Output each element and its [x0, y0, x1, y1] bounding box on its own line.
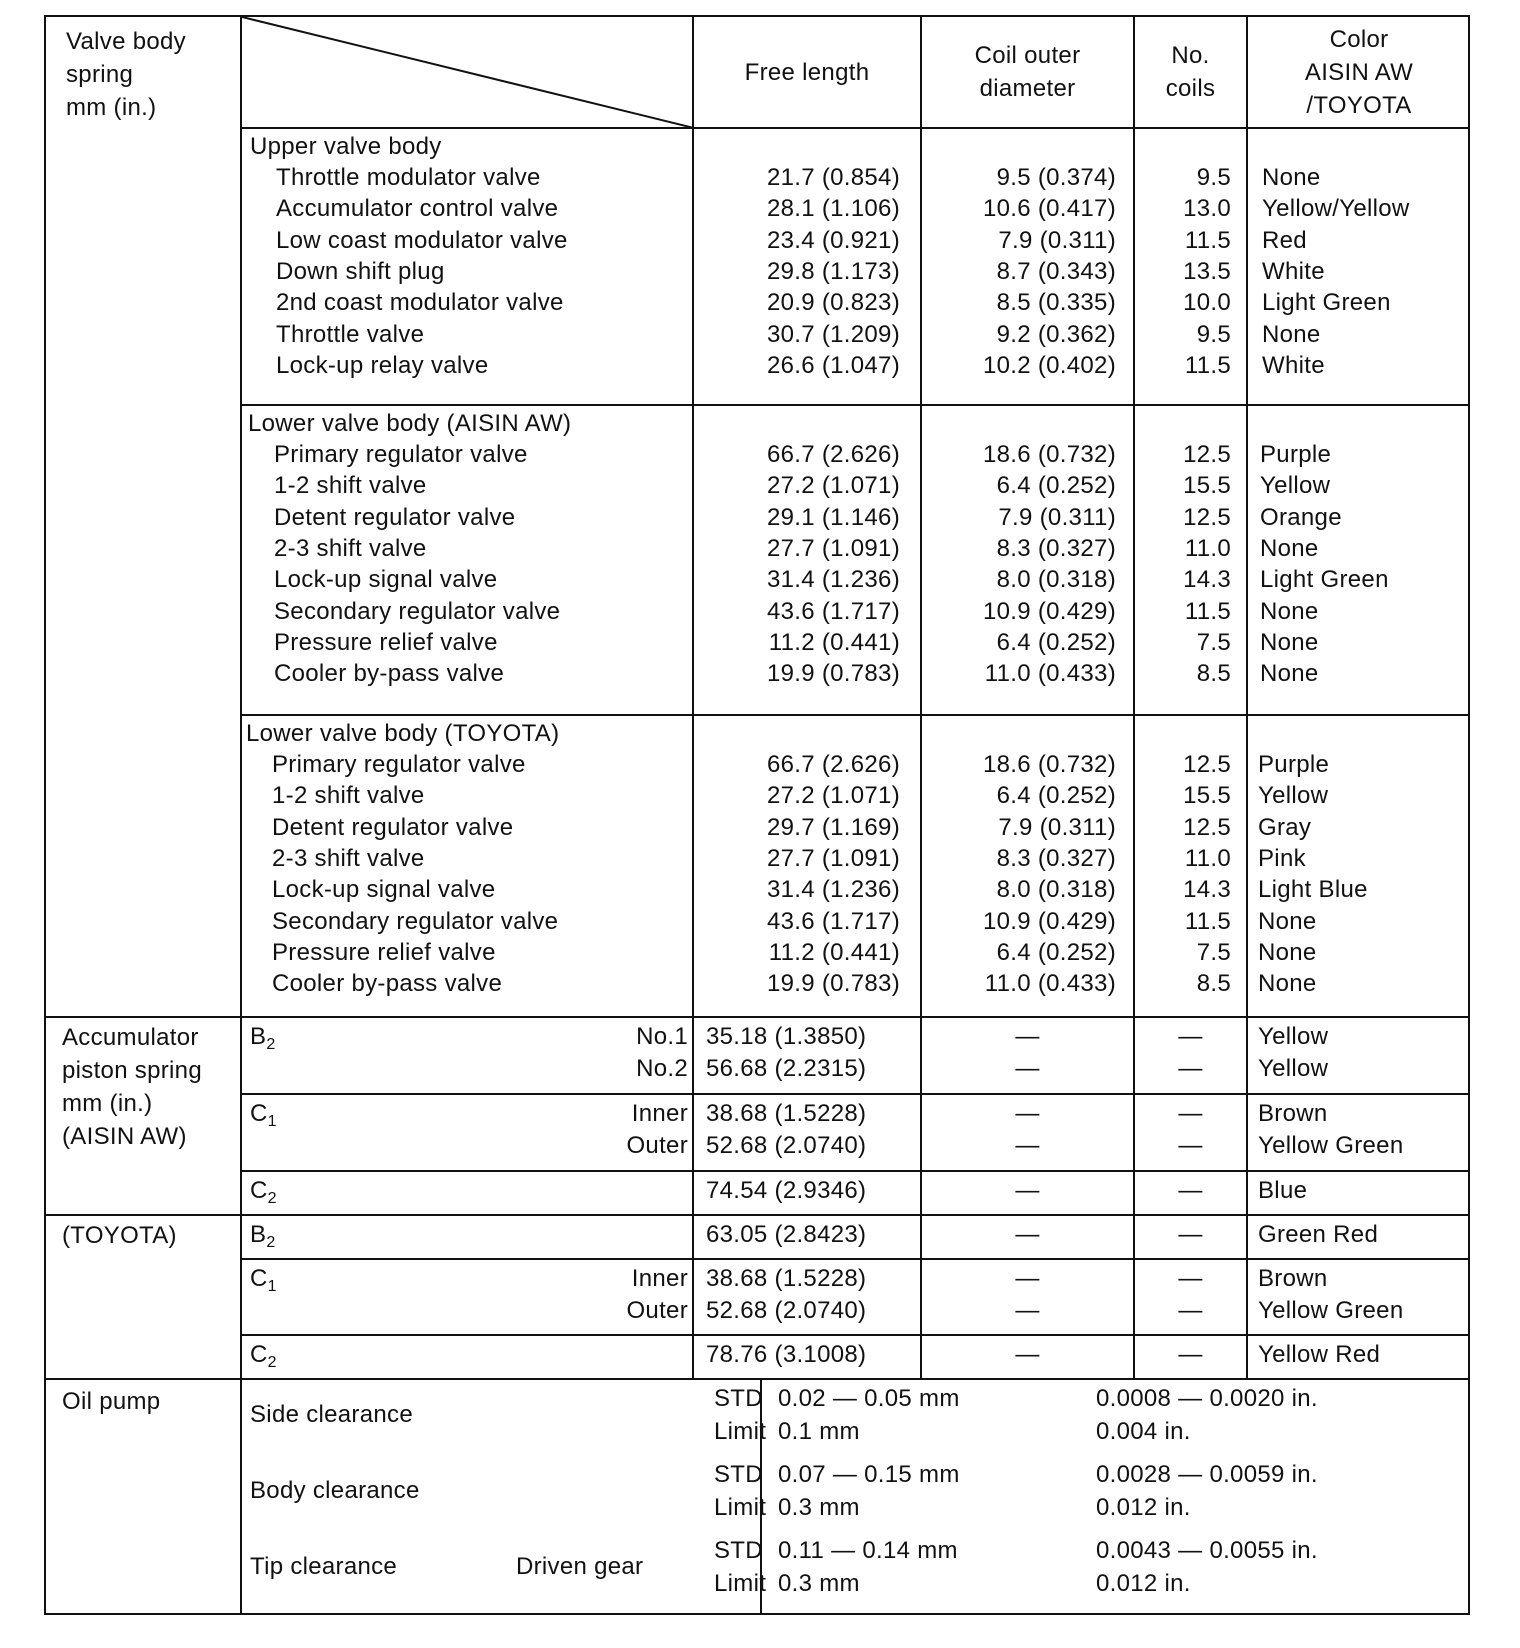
group-title: Lower valve body (AISIN AW)	[248, 410, 572, 437]
free-length-value: 74.54 (2.9346)	[706, 1177, 867, 1204]
coil-od-value: 10.6 (0.417)	[982, 195, 1116, 223]
color-value: None	[1262, 320, 1321, 348]
std-label: STD	[714, 1385, 763, 1412]
part-subscript: 1	[267, 1113, 277, 1130]
free-length-value: 19.9 (0.783)	[766, 970, 900, 998]
spring-name: Lock-up signal valve	[272, 876, 496, 904]
part-subscript: 1	[267, 1278, 277, 1295]
color-value: None	[1260, 628, 1319, 656]
divider	[240, 404, 1470, 406]
spring-name: Detent regulator valve	[274, 503, 516, 531]
part-label	[250, 1174, 277, 1215]
coil-od-value: 7.9 (0.311)	[998, 226, 1116, 254]
part-subscript: 2	[266, 1036, 276, 1053]
part-label	[250, 1218, 276, 1259]
coil-od-value: 18.6 (0.732)	[982, 751, 1116, 778]
divider	[240, 1334, 1470, 1336]
coils-dash: —	[1178, 1132, 1203, 1159]
coils-value: 14.3	[1183, 566, 1231, 594]
limit-in: 0.012 in.	[1096, 1570, 1191, 1597]
color-value: Brown	[1258, 1265, 1328, 1292]
qualifier: Outer	[626, 1297, 688, 1324]
clearance-sub: Driven gear	[516, 1553, 644, 1580]
header-free-length: Free length	[744, 59, 870, 86]
free-length-value: 27.7 (1.091)	[766, 534, 900, 562]
coil-od-dash: —	[1015, 1055, 1040, 1082]
header-color	[1248, 23, 1470, 122]
coils-value: 11.5	[1184, 351, 1231, 379]
label-line: Valve body	[66, 28, 186, 55]
divider	[240, 17, 242, 1615]
color-value: Light Green	[1260, 566, 1389, 594]
clearance-name: Tip clearance	[250, 1553, 398, 1580]
divider	[1246, 17, 1248, 1380]
coils-value: 10.0	[1183, 289, 1231, 317]
part-letter: C	[250, 1100, 268, 1127]
coil-od-dash: —	[1015, 1297, 1040, 1324]
coil-od-value: 9.5 (0.374)	[996, 164, 1116, 191]
coil-od-dash: —	[1015, 1265, 1040, 1292]
section-label-accumulator-toyota: (TOYOTA)	[62, 1222, 177, 1249]
coils-value: 7.5	[1196, 938, 1231, 966]
qualifier: Outer	[626, 1132, 688, 1159]
color-value: Light Blue	[1258, 876, 1368, 904]
coils-value: 15.5	[1183, 472, 1231, 500]
spring-name: Throttle valve	[276, 320, 425, 348]
spring-name: 2-3 shift valve	[274, 534, 427, 562]
color-value: Red	[1262, 226, 1307, 254]
header-line: No.	[1171, 42, 1210, 69]
spring-name: Secondary regulator valve	[272, 907, 559, 935]
part-subscript: 2	[267, 1190, 277, 1207]
free-length-value: 43.6 (1.717)	[766, 597, 900, 625]
free-length-value: 28.1 (1.106)	[766, 195, 900, 223]
group-title: Lower valve body (TOYOTA)	[246, 720, 560, 747]
coils-value: 12.5	[1183, 813, 1231, 841]
coils-dash: —	[1178, 1297, 1203, 1324]
coils-value: 12.5	[1183, 503, 1231, 531]
label-line: Accumulator	[62, 1024, 199, 1051]
coils-value: 14.3	[1183, 876, 1231, 904]
spring-name: Pressure relief valve	[272, 938, 496, 966]
part-subscript: 2	[267, 1354, 277, 1371]
coil-od-value: 8.0 (0.318)	[996, 566, 1116, 594]
free-length-value: 29.8 (1.173)	[766, 257, 900, 285]
coils-dash: —	[1178, 1341, 1203, 1368]
std-in: 0.0008 — 0.0020 in.	[1096, 1385, 1318, 1412]
color-value: None	[1262, 164, 1321, 191]
free-length-value: 78.76 (3.1008)	[706, 1341, 867, 1368]
spring-name: 2nd coast modulator valve	[276, 289, 564, 317]
color-value: Yellow	[1258, 1055, 1329, 1082]
coil-od-value: 11.0 (0.433)	[984, 660, 1116, 688]
divider	[240, 1258, 1470, 1260]
std-mm: 0.07 — 0.15 mm	[778, 1461, 960, 1488]
coil-od-dash: —	[1015, 1177, 1040, 1204]
coils-dash: —	[1178, 1055, 1203, 1082]
free-length-value: 27.2 (1.071)	[766, 782, 900, 810]
limit-in: 0.012 in.	[1096, 1494, 1191, 1521]
qualifier: No.2	[636, 1055, 688, 1082]
free-length-value: 38.68 (1.5228)	[706, 1265, 867, 1292]
limit-label: Limit	[714, 1494, 767, 1521]
coil-od-value: 8.0 (0.318)	[996, 876, 1116, 904]
qualifier: No.1	[636, 1023, 688, 1050]
coil-od-value: 8.5 (0.335)	[996, 289, 1116, 317]
section-label-valve-body	[66, 25, 186, 124]
coil-od-dash: —	[1015, 1100, 1040, 1127]
coils-value: 9.5	[1196, 164, 1231, 191]
label-line: (AISIN AW)	[62, 1123, 187, 1150]
spring-name: 1-2 shift valve	[272, 782, 425, 810]
header-line: Color	[1329, 26, 1389, 53]
coil-od-value: 9.2 (0.362)	[996, 320, 1116, 348]
part-letter: B	[250, 1221, 267, 1248]
header-line: /TOYOTA	[1306, 92, 1412, 119]
free-length-value: 11.2 (0.441)	[768, 628, 900, 656]
std-label: STD	[714, 1537, 763, 1564]
part-label	[250, 1097, 277, 1138]
qualifier: Inner	[631, 1265, 688, 1292]
spring-name: Lock-up relay valve	[276, 351, 489, 379]
color-value: White	[1262, 351, 1325, 379]
spring-name: Detent regulator valve	[272, 813, 514, 841]
coil-od-dash: —	[1015, 1341, 1040, 1368]
free-length-value: 29.7 (1.169)	[766, 813, 900, 841]
part-letter: C	[250, 1341, 268, 1368]
free-length-value: 66.7 (2.626)	[766, 441, 900, 468]
divider	[240, 714, 1470, 716]
part-label	[250, 1262, 277, 1303]
coil-od-value: 10.9 (0.429)	[982, 597, 1116, 625]
coils-value: 11.0	[1184, 844, 1231, 872]
color-value: Light Green	[1262, 289, 1391, 317]
header-no-coils	[1135, 39, 1246, 105]
std-mm: 0.02 — 0.05 mm	[778, 1385, 960, 1412]
coils-value: 11.5	[1184, 226, 1231, 254]
divider	[240, 1093, 1470, 1095]
spring-name: Accumulator control valve	[276, 195, 559, 223]
part-label	[250, 1338, 277, 1379]
coils-dash: —	[1178, 1100, 1203, 1127]
free-length-value: 63.05 (2.8423)	[706, 1221, 867, 1248]
color-value: None	[1258, 907, 1317, 935]
spring-name: 2-3 shift valve	[272, 844, 425, 872]
color-value: Yellow Red	[1258, 1341, 1381, 1368]
color-value: None	[1258, 970, 1317, 998]
free-length-value: 23.4 (0.921)	[766, 226, 900, 254]
color-value: Green Red	[1258, 1221, 1379, 1248]
coil-od-value: 10.9 (0.429)	[982, 907, 1116, 935]
coils-dash: —	[1178, 1023, 1203, 1050]
color-value: Brown	[1258, 1100, 1328, 1127]
color-value: Purple	[1258, 751, 1330, 778]
spec-table	[44, 15, 1470, 1615]
part-letter: C	[250, 1177, 268, 1204]
clearance-name: Body clearance	[250, 1477, 420, 1504]
coils-value: 11.0	[1184, 534, 1231, 562]
color-value: Yellow	[1260, 472, 1331, 500]
free-length-value: 20.9 (0.823)	[766, 289, 900, 317]
color-value: Yellow Green	[1258, 1132, 1404, 1159]
coils-value: 9.5	[1196, 320, 1231, 348]
spring-name: Cooler by-pass valve	[274, 660, 505, 688]
coil-od-dash: —	[1015, 1132, 1040, 1159]
coil-od-dash: —	[1015, 1221, 1040, 1248]
limit-in: 0.004 in.	[1096, 1418, 1191, 1445]
divider	[240, 1170, 1470, 1172]
section-label-accumulator-aisin	[62, 1021, 202, 1153]
std-label: STD	[714, 1461, 763, 1488]
coils-value: 11.5	[1184, 597, 1231, 625]
coil-od-value: 8.3 (0.327)	[996, 534, 1116, 562]
color-value: Blue	[1258, 1177, 1308, 1204]
coils-dash: —	[1178, 1265, 1203, 1292]
free-length-value: 56.68 (2.2315)	[706, 1055, 867, 1082]
coil-od-value: 6.4 (0.252)	[996, 938, 1116, 966]
limit-mm: 0.3 mm	[778, 1570, 860, 1597]
part-letter: B	[250, 1023, 267, 1050]
spring-name: Throttle modulator valve	[276, 164, 541, 191]
header-line: coils	[1165, 75, 1216, 102]
spring-name: Lock-up signal valve	[274, 566, 498, 594]
color-value: None	[1260, 660, 1319, 688]
coil-od-value: 8.3 (0.327)	[996, 844, 1116, 872]
free-length-value: 27.2 (1.071)	[766, 472, 900, 500]
color-value: Gray	[1258, 813, 1312, 841]
coil-od-value: 6.4 (0.252)	[996, 472, 1116, 500]
free-length-value: 43.6 (1.717)	[766, 907, 900, 935]
std-in: 0.0028 — 0.0059 in.	[1096, 1461, 1318, 1488]
coils-value: 8.5	[1196, 970, 1231, 998]
free-length-value: 52.68 (2.0740)	[706, 1297, 867, 1324]
limit-label: Limit	[714, 1418, 767, 1445]
limit-label: Limit	[714, 1570, 767, 1597]
header-line: diameter	[979, 75, 1076, 102]
color-value: None	[1258, 938, 1317, 966]
color-value: Orange	[1260, 503, 1342, 531]
spring-name: Secondary regulator valve	[274, 597, 561, 625]
color-value: Purple	[1260, 441, 1332, 468]
free-length-value: 38.68 (1.5228)	[706, 1100, 867, 1127]
coil-od-value: 6.4 (0.252)	[996, 782, 1116, 810]
coil-od-value: 7.9 (0.311)	[998, 503, 1116, 531]
section-label-oil-pump: Oil pump	[62, 1388, 161, 1415]
free-length-value: 31.4 (1.236)	[766, 566, 900, 594]
divider	[46, 1016, 1470, 1018]
spring-name: Primary regulator valve	[274, 441, 528, 468]
header-line: AISIN AW	[1304, 59, 1414, 86]
clearance-name: Side clearance	[250, 1401, 413, 1428]
color-value: None	[1260, 534, 1319, 562]
header-line: Coil outer	[974, 42, 1081, 69]
color-value: White	[1262, 257, 1325, 285]
color-value: Yellow	[1258, 782, 1329, 810]
free-length-value: 19.9 (0.783)	[766, 660, 900, 688]
free-length-value: 27.7 (1.091)	[766, 844, 900, 872]
limit-mm: 0.1 mm	[778, 1418, 860, 1445]
spring-name: Low coast modulator valve	[276, 226, 568, 254]
label-line: mm (in.)	[62, 1090, 153, 1117]
coils-value: 11.5	[1184, 907, 1231, 935]
coils-dash: —	[1178, 1221, 1203, 1248]
coil-od-value: 7.9 (0.311)	[998, 813, 1116, 841]
coils-value: 13.5	[1183, 257, 1231, 285]
label-line: spring	[66, 61, 134, 88]
spring-name: Cooler by-pass valve	[272, 970, 503, 998]
color-value: Yellow	[1258, 1023, 1329, 1050]
coils-value: 12.5	[1183, 441, 1231, 468]
std-in: 0.0043 — 0.0055 in.	[1096, 1537, 1318, 1564]
free-length-value: 11.2 (0.441)	[768, 938, 900, 966]
color-value: None	[1260, 597, 1319, 625]
coils-value: 15.5	[1183, 782, 1231, 810]
qualifier: Inner	[631, 1100, 688, 1127]
free-length-value: 52.68 (2.0740)	[706, 1132, 867, 1159]
part-subscript: 2	[266, 1234, 276, 1251]
diagonal-header-line	[242, 17, 694, 129]
coil-od-value: 6.4 (0.252)	[996, 628, 1116, 656]
label-line: mm (in.)	[66, 94, 157, 121]
coils-dash: —	[1178, 1177, 1203, 1204]
free-length-value: 29.1 (1.146)	[766, 503, 900, 531]
free-length-value: 31.4 (1.236)	[766, 876, 900, 904]
color-value: Yellow/Yellow	[1262, 195, 1410, 223]
label-line: piston spring	[62, 1057, 202, 1084]
group-title: Upper valve body	[250, 133, 442, 160]
coils-value: 7.5	[1196, 628, 1231, 656]
coil-od-value: 18.6 (0.732)	[982, 441, 1116, 468]
free-length-value: 66.7 (2.626)	[766, 751, 900, 778]
coil-od-dash: —	[1015, 1023, 1040, 1050]
spring-name: Primary regulator valve	[272, 751, 526, 778]
coils-value: 13.0	[1183, 195, 1231, 223]
part-label	[250, 1020, 276, 1061]
color-value: Yellow Green	[1258, 1297, 1404, 1324]
spring-name: 1-2 shift valve	[274, 472, 427, 500]
header-coil-outer-diameter	[922, 39, 1133, 105]
free-length-value: 35.18 (1.3850)	[706, 1023, 867, 1050]
coil-od-value: 11.0 (0.433)	[984, 970, 1116, 998]
free-length-value: 21.7 (0.854)	[766, 164, 900, 191]
free-length-value: 30.7 (1.209)	[766, 320, 900, 348]
color-value: Pink	[1258, 844, 1306, 872]
coil-od-value: 10.2 (0.402)	[982, 351, 1116, 379]
spring-name: Pressure relief valve	[274, 628, 498, 656]
coils-value: 8.5	[1196, 660, 1231, 688]
coils-value: 12.5	[1183, 751, 1231, 778]
coil-od-value: 8.7 (0.343)	[996, 257, 1116, 285]
spring-name: Down shift plug	[276, 257, 445, 285]
part-letter: C	[250, 1265, 268, 1292]
free-length-value: 26.6 (1.047)	[766, 351, 900, 379]
limit-mm: 0.3 mm	[778, 1494, 860, 1521]
std-mm: 0.11 — 0.14 mm	[778, 1537, 958, 1564]
